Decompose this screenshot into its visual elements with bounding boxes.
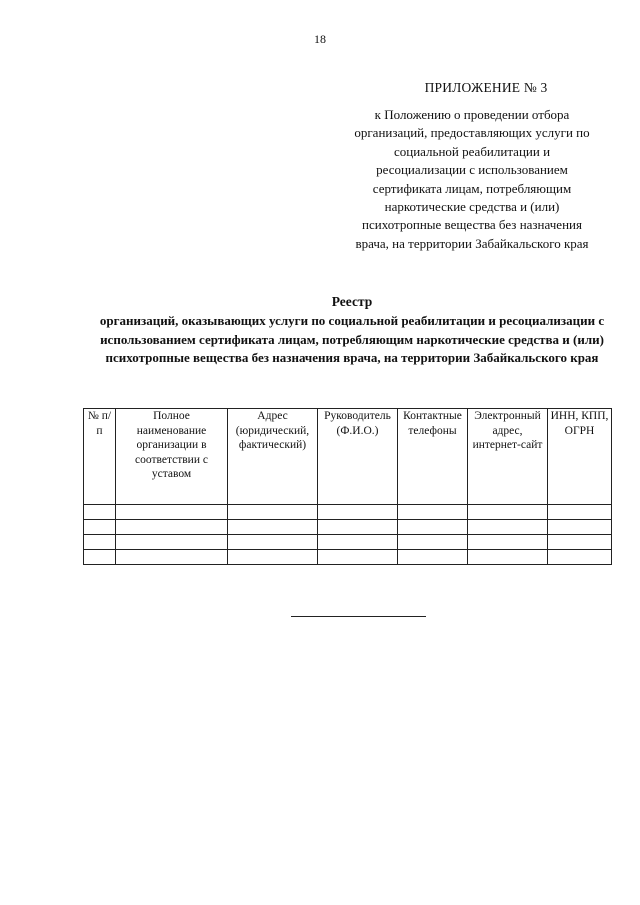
footer-line [291, 616, 426, 617]
appendix-line: врача, на территории Забайкальского края [355, 235, 589, 251]
table-row [84, 550, 612, 565]
document-subtitle: организаций, оказывающих услуги по социальной реабилитации и ресоциализации с использованием сертификата лицам, потребляющим наркотические средства и (или) психотропные вещества без назначения врача, на территории Забайкальского края [99, 313, 605, 365]
appendix-title: ПРИЛОЖЕНИЕ № 3 [424, 80, 548, 95]
table-cell [318, 520, 398, 535]
table-cell [548, 535, 612, 550]
table-header-row [84, 409, 612, 505]
appendix-line: сертификата лицам, потребляющим [372, 180, 572, 196]
column-header-ids: ИНН, КПП, ОГРН [548, 409, 612, 505]
table-cell [398, 535, 468, 550]
table-cell [548, 505, 612, 520]
appendix-line: к Положению о проведении отбора [374, 107, 570, 122]
appendix-line: наркотические средства и (или) [384, 199, 560, 215]
table-cell [116, 550, 228, 565]
table-cell [398, 550, 468, 565]
table-cell [116, 535, 228, 550]
appendix-text [330, 106, 614, 253]
table-cell [84, 550, 116, 565]
column-header-address: Адрес (юридический, фактический) [228, 409, 318, 505]
table-row [84, 535, 612, 550]
appendix-line: психотропные вещества без назначения [362, 217, 582, 233]
column-header-number: № п/п [84, 409, 116, 505]
table-cell [84, 520, 116, 535]
appendix-line: ресоциализации с использованием [376, 162, 568, 178]
table-body [84, 505, 612, 565]
table-cell [318, 535, 398, 550]
column-header-head: Руководитель (Ф.И.О.) [318, 409, 398, 505]
table-cell [84, 535, 116, 550]
registry-table [83, 408, 612, 565]
table-cell [468, 520, 548, 535]
page-number: 18 [314, 32, 326, 46]
table-row [84, 520, 612, 535]
table-row [84, 505, 612, 520]
table-cell [468, 535, 548, 550]
appendix-line: организаций, предоставляющих услуги по [354, 125, 590, 141]
table-cell [398, 505, 468, 520]
table-cell [398, 520, 468, 535]
table-cell [548, 550, 612, 565]
table-cell [228, 535, 318, 550]
table-cell [228, 550, 318, 565]
table-cell [84, 505, 116, 520]
table-cell [468, 505, 548, 520]
table-cell [116, 505, 228, 520]
column-header-phones: Контактные телефоны [398, 409, 468, 505]
column-header-name: Полное наименование организации в соответствии с уставом [116, 409, 228, 505]
table-cell [228, 505, 318, 520]
table-cell [468, 550, 548, 565]
table-cell [116, 520, 228, 535]
document-title: Реестр [331, 294, 373, 309]
table-cell [318, 550, 398, 565]
table-cell [228, 520, 318, 535]
table-cell [548, 520, 612, 535]
table-cell [318, 505, 398, 520]
column-header-email: Электронный адрес, интернет-сайт [468, 409, 548, 505]
appendix-line: социальной реабилитации и [393, 143, 551, 159]
